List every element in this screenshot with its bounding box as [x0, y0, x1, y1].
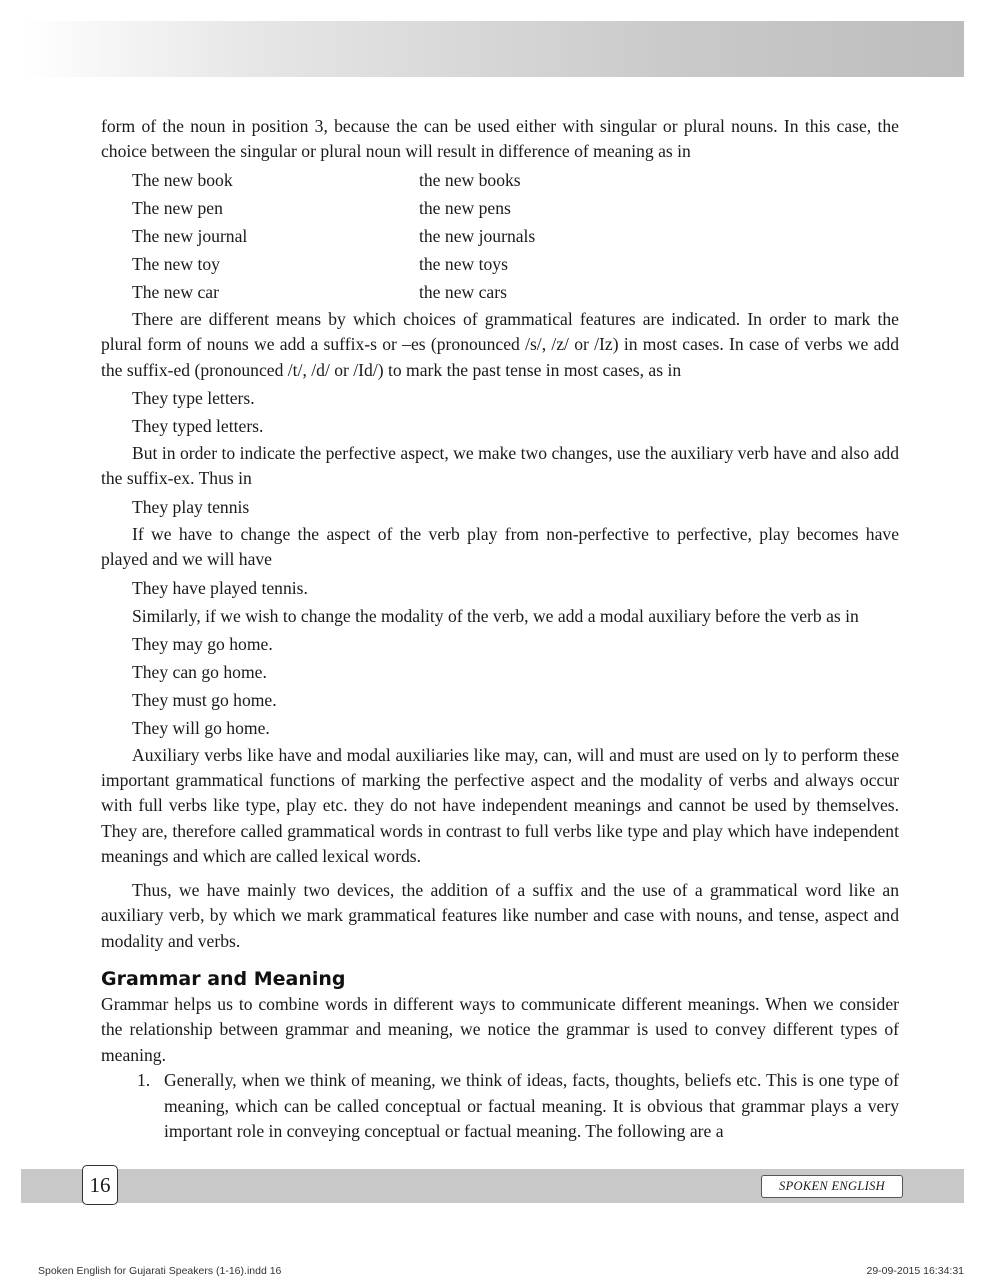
example-sentence: They have played tennis. — [132, 577, 308, 598]
means-paragraph: There are different means by which choices of grammatical features are indicated. In order to mark the plural form of nouns we add a suffix-s or –es (pronounced /s/, /z/ or /Iz) in most cases. In case of verbs we add the suffix-ed (pronounced /t/, /d/ or /Id/) to mark the past tense in most cases, as in — [101, 308, 899, 380]
example-sentence: They type letters. — [132, 388, 255, 409]
plural-example: the new toys — [419, 253, 508, 274]
singular-example: The new car — [132, 281, 219, 302]
singular-example: The new book — [132, 169, 233, 190]
example-sentence: They may go home. — [132, 633, 273, 654]
page-content — [101, 114, 899, 1144]
print-timestamp: 29-09-2015 16:34:31 — [866, 1265, 964, 1277]
section-heading: Grammar and Meaning — [101, 967, 346, 990]
example-sentence: They can go home. — [132, 661, 267, 682]
plural-example: the new journals — [419, 225, 536, 246]
modality-paragraph: Similarly, if we wish to change the modality of the verb, we add a modal auxiliary before the verb as in — [132, 605, 859, 626]
change-paragraph: If we have to change the aspect of the verb play from non-perfective to perfective, play becomes have played and we will have — [101, 523, 899, 570]
list-number: 1. — [137, 1070, 151, 1091]
book-title-tag: SPOKEN ENGLISH — [761, 1175, 903, 1198]
noun-pair-row — [101, 223, 899, 249]
noun-pair-row — [101, 279, 899, 305]
page-number: 16 — [82, 1165, 118, 1205]
noun-pair-row — [101, 167, 899, 193]
plural-example: the new books — [419, 169, 521, 190]
noun-pair-row — [101, 251, 899, 277]
example-sentence: They will go home. — [132, 717, 270, 738]
devices-paragraph: Thus, we have mainly two devices, the addition of a suffix and the use of a grammatical word like an auxiliary verb, by which we mark grammatical features like number and case with nouns, and tense, aspect and modality and verbs. — [101, 879, 899, 951]
list-item-text: Generally, when we think of meaning, we think of ideas, facts, thoughts, beliefs etc. This is one type of meaning, which can be called conceptual or factual meaning. It is obvious that grammar plays a very important role in conveying conceptual or factual meaning. The following are a — [164, 1070, 899, 1141]
singular-example: The new toy — [132, 253, 220, 274]
numbered-list-item — [101, 1068, 899, 1144]
noun-pair-row — [101, 195, 899, 221]
example-sentence: They must go home. — [132, 689, 277, 710]
auxiliary-paragraph: Auxiliary verbs like have and modal auxiliaries like may, can, will and must are used on ly to perform these important grammatical functions of marking the perfective aspect and the modality of verbs and always occur with full verbs like type, play etc. they do not have independent meanings and cannot be used by themselves. They are, therefore called grammatical words in contrast to full verbs like type and play which have independent meanings and which are called lexical words. — [101, 744, 899, 867]
header-band — [21, 21, 964, 77]
perfective-paragraph: But in order to indicate the perfective aspect, we make two changes, use the auxiliary verb have and also add the suffix-ex. Thus in — [101, 443, 899, 489]
plural-example: the new pens — [419, 197, 511, 218]
example-sentence: They typed letters. — [132, 416, 264, 437]
section-intro: Grammar helps us to combine words in different ways to communicate different meanings. When we consider the relationship between grammar and meaning, we notice the grammar is used to convey different types of meaning. — [101, 993, 899, 1065]
plural-example: the new cars — [419, 281, 507, 302]
example-sentence: They play tennis — [132, 496, 250, 517]
intro-paragraph: form of the noun in position 3, because the can be used either with singular or plural nouns. In this case, the choice between the singular or plural noun will result in difference of meaning as in — [101, 116, 899, 162]
file-info: Spoken English for Gujarati Speakers (1-16).indd 16 — [38, 1265, 282, 1277]
singular-example: The new pen — [132, 197, 223, 218]
noun-pairs-list — [101, 167, 899, 305]
singular-example: The new journal — [132, 225, 248, 246]
